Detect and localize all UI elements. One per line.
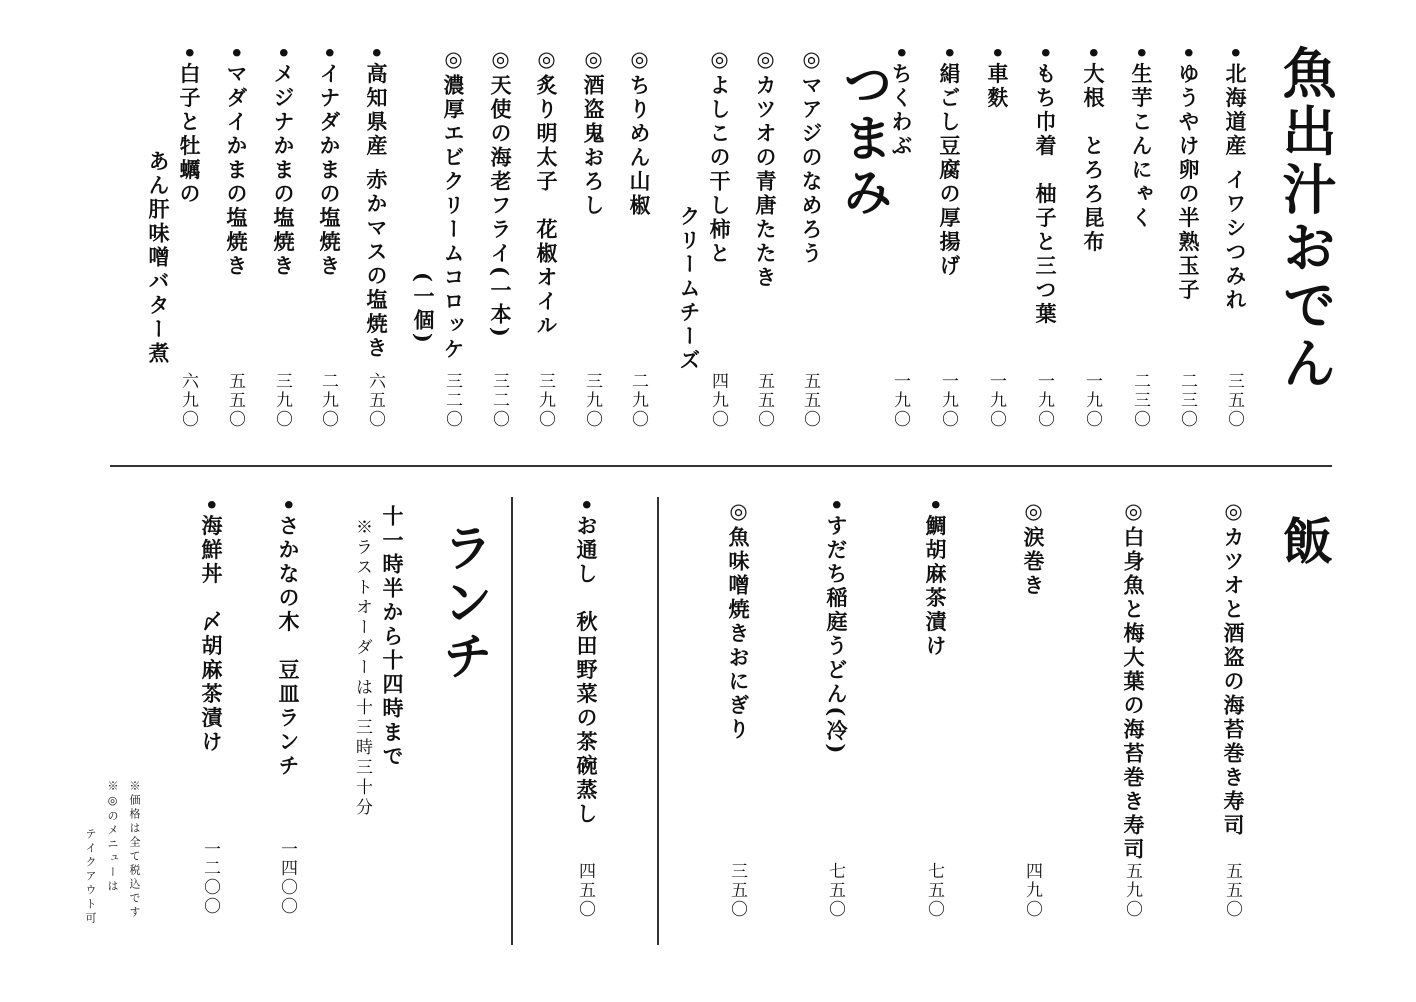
menu-item-name: •白子と牡蠣の [177, 46, 202, 207]
menu-item-price: 三九〇 [272, 372, 292, 429]
menu-item-name-continued: (一個) [411, 272, 436, 346]
menu-item-name: •イナダかまの塩焼き [317, 46, 342, 279]
note-takeout-2: テイクアウト可 [84, 828, 97, 926]
menu-item-name: •メジナかまの塩焼き [271, 46, 296, 279]
menu-item-name-continued: あん肝味噌バター煮 [146, 150, 171, 366]
menu-item-price: 四九〇 [1022, 862, 1042, 919]
menu-item-name-continued: クリームチーズ [677, 205, 702, 373]
menu-item-name: •ゆうやけ卵の半熟玉子 [1176, 46, 1201, 303]
lunch-last-order: ※ラストオーダーは十三時三十分 [352, 518, 372, 818]
menu-item-name: ◎よしこの干し柿と [707, 46, 732, 266]
menu-item-price: 一九〇 [986, 372, 1006, 429]
menu-item-name: ◎カツオの青唐たたき [753, 46, 778, 290]
menu-item-price: 四九〇 [708, 372, 728, 429]
menu-item-name: ◎酒盗鬼おろし [581, 46, 606, 218]
menu-item-price: 三五〇 [1224, 372, 1244, 429]
menu-item-name: ◎ちりめん山椒 [627, 46, 652, 218]
menu-item-price: 七五〇 [924, 862, 944, 919]
menu-item-price: 五五〇 [225, 372, 245, 429]
menu-item-name: •絹ごし豆腐の厚揚げ [937, 46, 962, 279]
menu-item-price: 三二〇 [489, 372, 509, 429]
menu-item-price: 六九〇 [178, 372, 198, 429]
menu-item-price: 二三〇 [1177, 372, 1197, 429]
menu-item-price: 一九〇 [938, 372, 958, 429]
column-divider [511, 497, 513, 945]
menu-item-name: •すだち稲庭うどん(冷) [824, 498, 849, 757]
menu-item-price: 三九〇 [535, 372, 555, 429]
menu-item-price: 二九〇 [628, 372, 648, 429]
menu-item-name: •さかなの木 豆皿ランチ [276, 498, 301, 779]
section-title-lunch: ランチ [435, 522, 494, 684]
menu-item-name: ◎マアジのなめろう [799, 46, 824, 266]
menu-item-name: •マダイかまの塩焼き [224, 46, 249, 279]
menu-item-price: 二九〇 [318, 372, 338, 429]
menu-item-price: 一九〇 [1034, 372, 1054, 429]
menu-item-name: •もち巾着 柚子と三つ葉 [1033, 46, 1058, 327]
menu-item-price: 六五〇 [365, 372, 385, 429]
menu-item-price: 一九〇 [890, 372, 910, 429]
menu-item-price: 一二〇〇 [200, 840, 220, 916]
menu-item-name: ◎涙巻き [1021, 498, 1046, 598]
menu-item-name: •ちくわぶ [889, 46, 914, 159]
menu-item-price: 四五〇 [575, 862, 595, 919]
section-title-tsumami: つまみ [835, 58, 894, 220]
menu-item-name: ◎魚味噌焼きおにぎり [726, 498, 751, 742]
menu-item-name: •生芋こんにゃく [1129, 46, 1154, 231]
menu-item-price: 五五〇 [754, 372, 774, 429]
menu-item-name: ◎天使の海老フライ(一本) [488, 46, 513, 340]
menu-item-price: 五九〇 [1122, 862, 1142, 919]
menu-item-price: 一九〇 [1082, 372, 1102, 429]
note-tax: ※価格は全て税込です [128, 780, 141, 920]
menu-item-price: 一四〇〇 [277, 840, 297, 916]
menu-item-price: 三二〇 [442, 372, 462, 429]
menu-item-name: •お通し 秋田野菜の茶碗蒸し [574, 498, 599, 827]
section-divider [110, 465, 1332, 467]
menu-item-name: •高知県産 赤かマスの塩焼き [364, 46, 389, 361]
lunch-hours: 十一時半から十四時まで [380, 505, 405, 769]
menu-item-name: •海鮮丼 〆胡麻茶漬け [199, 498, 224, 755]
menu-item-price: 二三〇 [1130, 372, 1150, 429]
menu-item-price: 五五〇 [1222, 862, 1242, 919]
menu-item-name: ◎炙り明太子 花椒オイル [534, 46, 559, 338]
menu-item-price: 七五〇 [825, 862, 845, 919]
menu-item-name: ◎カツオと酒盗の海苔巻き寿司 [1221, 498, 1246, 838]
menu-item-name: ◎白身魚と梅大葉の海苔巻き寿司 [1121, 498, 1146, 862]
menu-item-price: 五五〇 [800, 372, 820, 429]
menu-item-name: ◎濃厚エビクリームコロッケ [441, 46, 466, 362]
menu-item-name: •車麩 [985, 46, 1010, 111]
section-title-oden: 魚出汁おでん [1274, 45, 1338, 393]
section-title-meshi: 飯 [1275, 515, 1334, 569]
menu-item-name: •北海道産 イワシつみれ [1223, 46, 1248, 313]
menu-item-name: •鯛胡麻茶漬け [923, 498, 948, 659]
note-takeout: ※◎のメニューは [106, 780, 119, 894]
menu-item-price: 三五〇 [727, 862, 747, 919]
column-divider [657, 497, 659, 945]
menu-item-price: 三九〇 [582, 372, 602, 429]
menu-item-name: •大根 とろろ昆布 [1081, 46, 1106, 255]
